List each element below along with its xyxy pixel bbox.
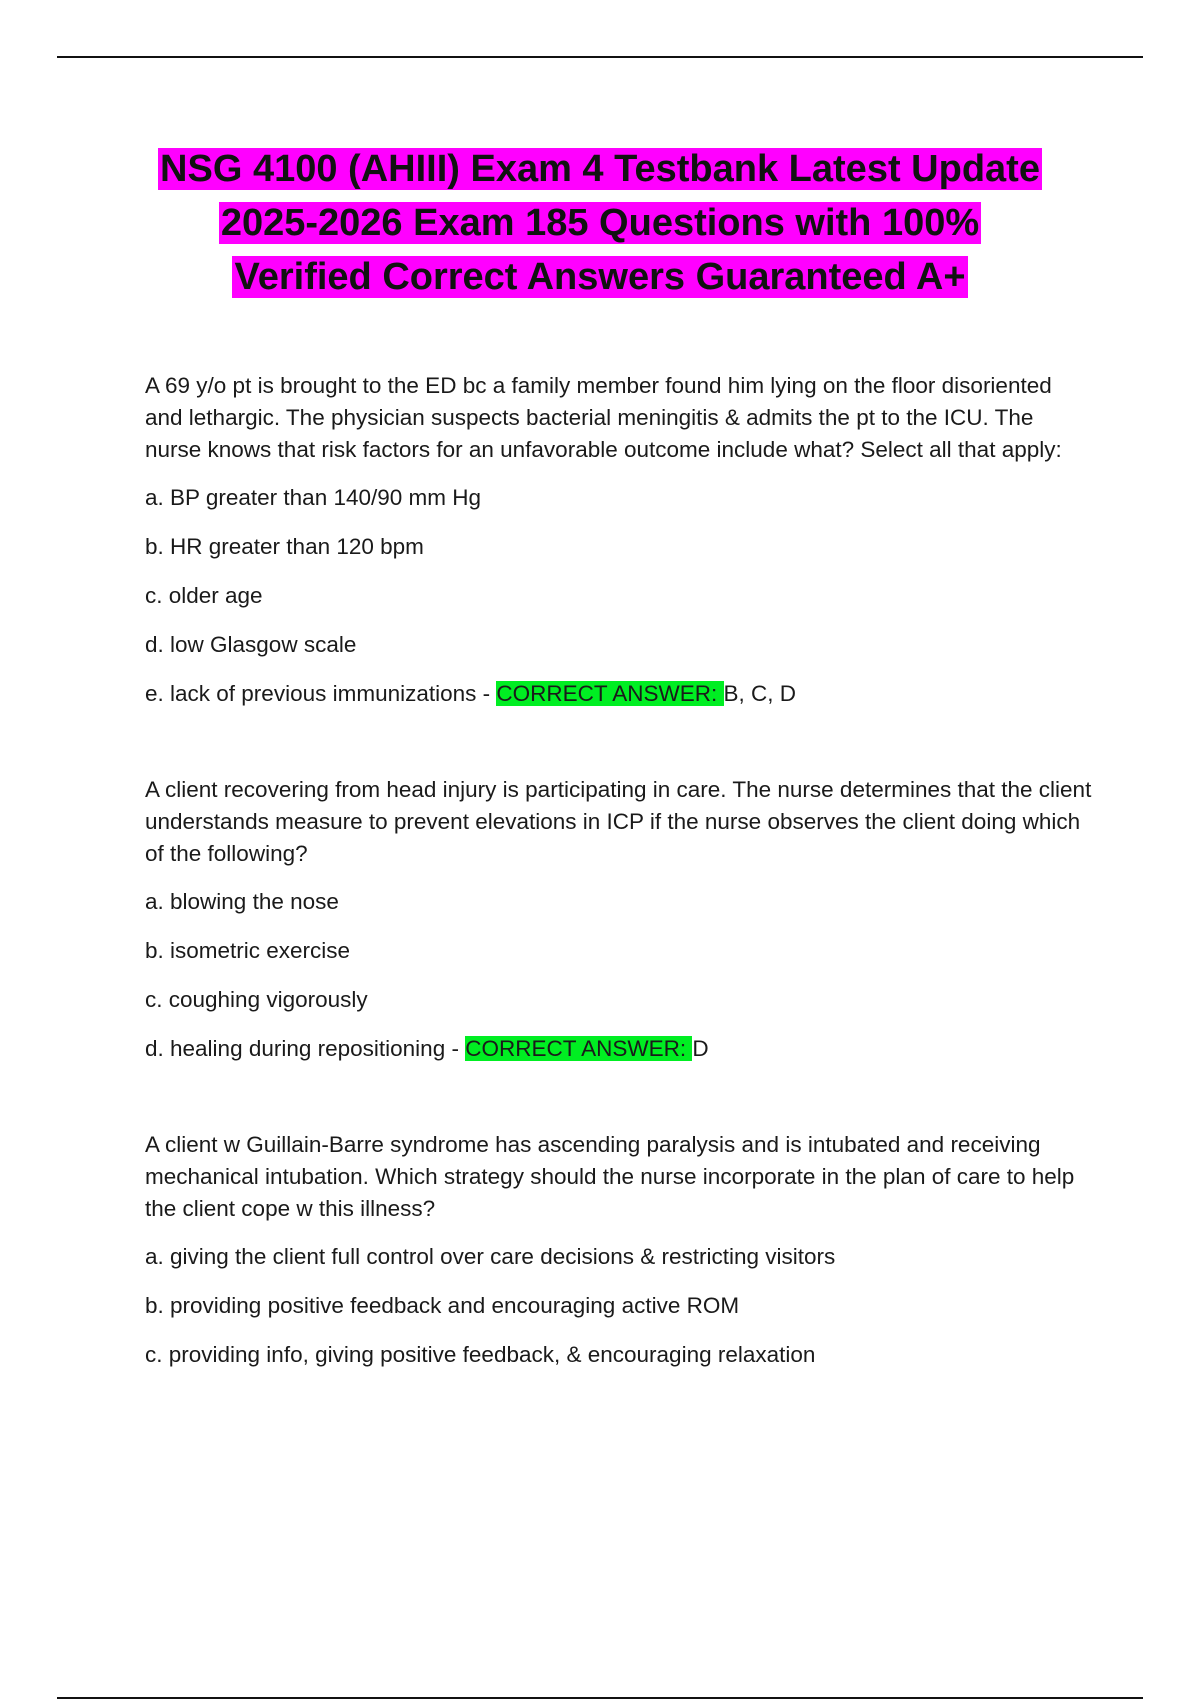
correct-answer-value: B, C, D <box>723 681 797 706</box>
option-b: b. providing positive feedback and encouraging active ROM <box>145 1293 740 1318</box>
questions-list <box>145 370 1095 1388</box>
top-rule <box>57 56 1143 58</box>
question-stem: A client w Guillain-Barre syndrome has ascending paralysis and is intubated and receiving mechanical intubation. Which strategy should the nurse incorporate in the plan of care to help the client cope w this illness? <box>145 1132 1075 1221</box>
question-block-3 <box>145 1129 1095 1371</box>
option-e: e. lack of previous immunizations - <box>145 681 497 706</box>
title-line-2: 2025-2026 Exam 185 Questions with 100% <box>220 202 980 244</box>
option-a: a. blowing the nose <box>145 889 339 914</box>
option-c: c. coughing vigorously <box>145 987 368 1012</box>
correct-answer-label: CORRECT ANSWER: <box>496 681 724 706</box>
option-b: b. HR greater than 120 bpm <box>145 534 424 559</box>
question-block-2 <box>145 774 1095 1065</box>
option-c: c. older age <box>145 583 263 608</box>
correct-answer-value: D <box>692 1036 709 1061</box>
option-d-with-answer <box>145 1033 1095 1065</box>
question-stem: A client recovering from head injury is participating in care. The nurse determines that the client understands measure to prevent elevations in ICP if the nurse observes the client doing which of the following? <box>145 777 1092 866</box>
option-b: b. isometric exercise <box>145 938 351 963</box>
question-stem: A 69 y/o pt is brought to the ED bc a family member found him lying on the floor disoriented and lethargic. The physician suspects bacterial meningitis & admits the pt to the ICU. The nurse knows that risk factors for an unfavorable outcome include what? Select all that apply: <box>145 373 1062 462</box>
option-a: a. giving the client full control over care decisions & restricting visitors <box>145 1244 836 1269</box>
correct-answer-label: CORRECT ANSWER: <box>465 1036 693 1061</box>
option-d: d. healing during repositioning - <box>145 1036 466 1061</box>
option-a: a. BP greater than 140/90 mm Hg <box>145 485 482 510</box>
question-block-1 <box>145 370 1095 710</box>
title-line-3: Verified Correct Answers Guaranteed A+ <box>234 256 966 298</box>
option-e-with-answer <box>145 678 1095 710</box>
option-c: c. providing info, giving positive feedback, & encouraging relaxation <box>145 1342 816 1367</box>
option-d: d. low Glasgow scale <box>145 632 357 657</box>
document-title <box>130 142 1070 304</box>
title-line-1: NSG 4100 (AHIII) Exam 4 Testbank Latest Update <box>160 148 1040 190</box>
bottom-rule <box>57 1697 1143 1699</box>
